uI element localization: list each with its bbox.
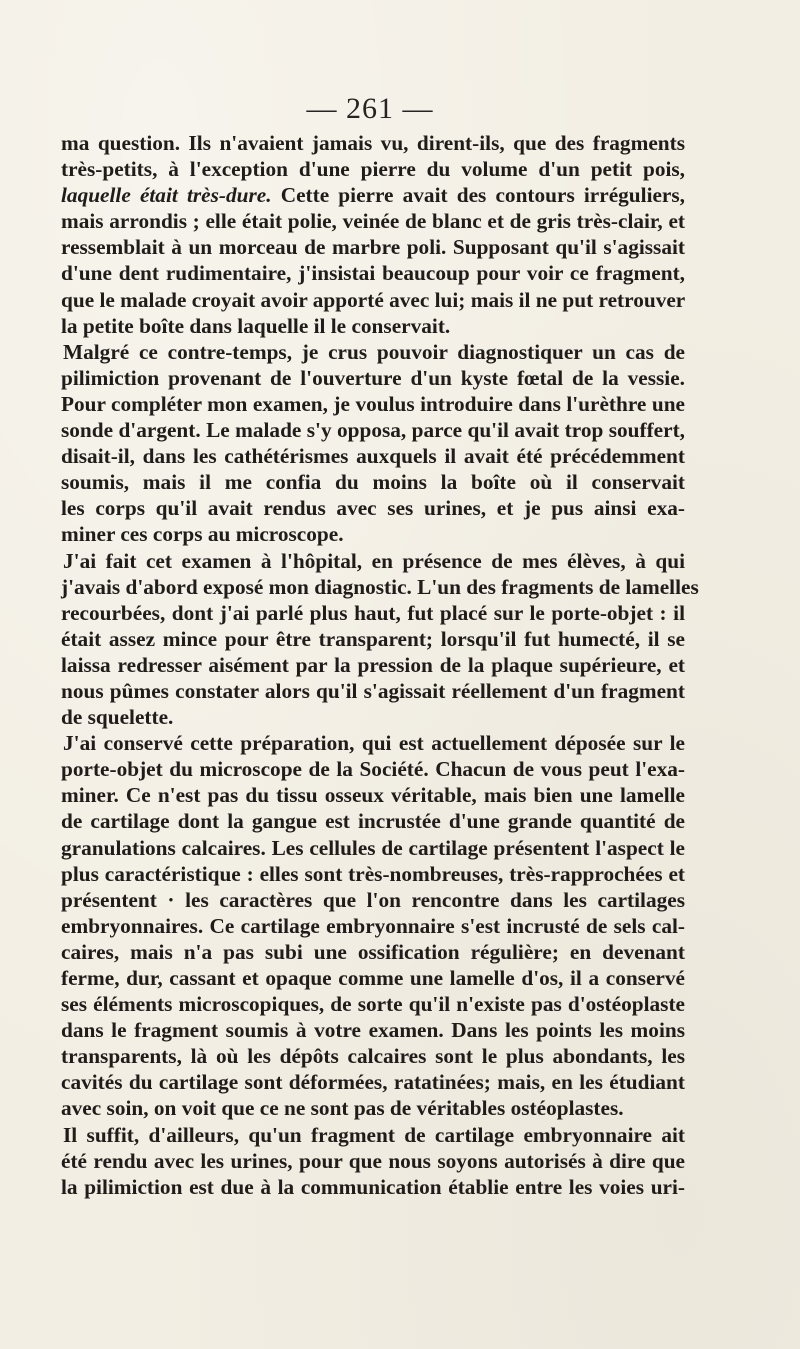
text-line: ses éléments microscopiques, de sorte qu'il n'existe pas d'ostéoplaste bbox=[61, 992, 685, 1017]
text-line: avec soin, on voit que ce ne sont pas de véritables ostéoplastes. bbox=[61, 1096, 624, 1121]
text-line: été rendu avec les urines, pour que nous soyons autorisés à dire que bbox=[61, 1148, 685, 1173]
page-number: — 261 — bbox=[306, 92, 434, 125]
text-line: était assez mince pour être transparent; lorsqu'il fut humecté, il se bbox=[61, 626, 685, 651]
text-line: sonde d'argent. Le malade s'y opposa, parce qu'il avait trop souffert, bbox=[61, 418, 685, 443]
text-line: transparents, là où les dépôts calcaires sont le plus abondants, les bbox=[61, 1044, 685, 1069]
text-line: très-petits, à l'exception d'une pierre du volume d'un petit pois, bbox=[61, 157, 685, 182]
text-line: la petite boîte dans laquelle il le conservait. bbox=[61, 313, 451, 338]
text-line: embryonnaires. Ce cartilage embryonnaire s'est incrusté de sels cal- bbox=[61, 913, 685, 938]
text-line: j'avais d'abord exposé mon diagnostic. L'un des fragments de lamelles bbox=[61, 574, 699, 599]
paragraph-start-line: J'ai conservé cette préparation, qui est actuellement déposée sur le bbox=[63, 731, 685, 756]
text-line: granulations calcaires. Les cellules de cartilage présentent l'aspect le bbox=[61, 835, 685, 860]
text-line: miner. Ce n'est pas du tissu osseux véritable, mais bien une lamelle bbox=[61, 783, 685, 808]
text-line-rest: Cette pierre avait des contours irréguliers, bbox=[271, 183, 685, 208]
text-line: ressemblait à un morceau de marbre poli. Supposant qu'il s'agissait bbox=[61, 235, 685, 260]
text-line: disait-il, dans les cathétérismes auxquels il avait été précédemment bbox=[61, 444, 685, 469]
text-line: laissa redresser aisément par la pression de la plaque supérieure, et bbox=[61, 652, 685, 677]
text-line bbox=[61, 182, 685, 208]
text-line: la pilimiction est due à la communication établie entre les voies uri- bbox=[61, 1174, 685, 1199]
text-line: présentent · les caractères que l'on rencontre dans les cartilages bbox=[61, 887, 685, 912]
text-line: d'une dent rudimentaire, j'insistai beaucoup pour voir ce fragment, bbox=[61, 261, 685, 286]
text-line: plus caractéristique : elles sont très-nombreuses, très-rapprochées et bbox=[61, 861, 685, 886]
text-line: porte-objet du microscope de la Société. Chacun de vous peut l'exa- bbox=[61, 757, 685, 782]
text-line: que le malade croyait avoir apporté avec lui; mais il ne put retrouver bbox=[61, 287, 686, 312]
text-line: miner ces corps au microscope. bbox=[61, 522, 344, 547]
text-line: nous pûmes constater alors qu'il s'agissait réellement d'un fragment bbox=[61, 678, 685, 703]
italic-phrase: laquelle était très-dure. bbox=[61, 183, 272, 208]
text-line: dans le fragment soumis à votre examen. Dans les points les moins bbox=[61, 1018, 685, 1043]
text-line: de squelette. bbox=[61, 705, 174, 730]
text-line: Pour compléter mon examen, je voulus introduire dans l'urèthre une bbox=[61, 391, 685, 416]
text-line: les corps qu'il avait rendus avec ses urines, et je pus ainsi exa- bbox=[61, 496, 685, 521]
body-text bbox=[61, 130, 699, 1200]
text-line: caires, mais n'a pas subi une ossification régulière; en devenant bbox=[61, 939, 685, 964]
text-line: mais arrondis ; elle était polie, veinée de blanc et de gris très-clair, et bbox=[61, 209, 685, 234]
paragraph-start-line: Il suffit, d'ailleurs, qu'un fragment de cartilage embryonnaire ait bbox=[63, 1122, 685, 1147]
paragraph-start-line: Malgré ce contre-temps, je crus pouvoir diagnostiquer un cas de bbox=[63, 339, 685, 364]
paragraph-start-line: J'ai fait cet examen à l'hôpital, en présence de mes élèves, à qui bbox=[63, 548, 685, 573]
text-line: recourbées, dont j'ai parlé plus haut, fut placé sur le porte-objet : il bbox=[61, 600, 685, 625]
text-line: pilimiction provenant de l'ouverture d'un kyste fœtal de la vessie. bbox=[61, 365, 685, 390]
text-line: ferme, dur, cassant et opaque comme une lamelle d'os, il a conservé bbox=[61, 966, 685, 990]
text-line: ma question. Ils n'avaient jamais vu, dirent-ils, que des fragments bbox=[61, 131, 685, 155]
text-line: de cartilage dont la gangue est incrustée d'une grande quantité de bbox=[61, 809, 685, 834]
text-line: soumis, mais il me confia du moins la boîte où il conservait bbox=[61, 470, 685, 495]
text-line: cavités du cartilage sont déformées, ratatinées; mais, en les étudiant bbox=[61, 1070, 685, 1095]
